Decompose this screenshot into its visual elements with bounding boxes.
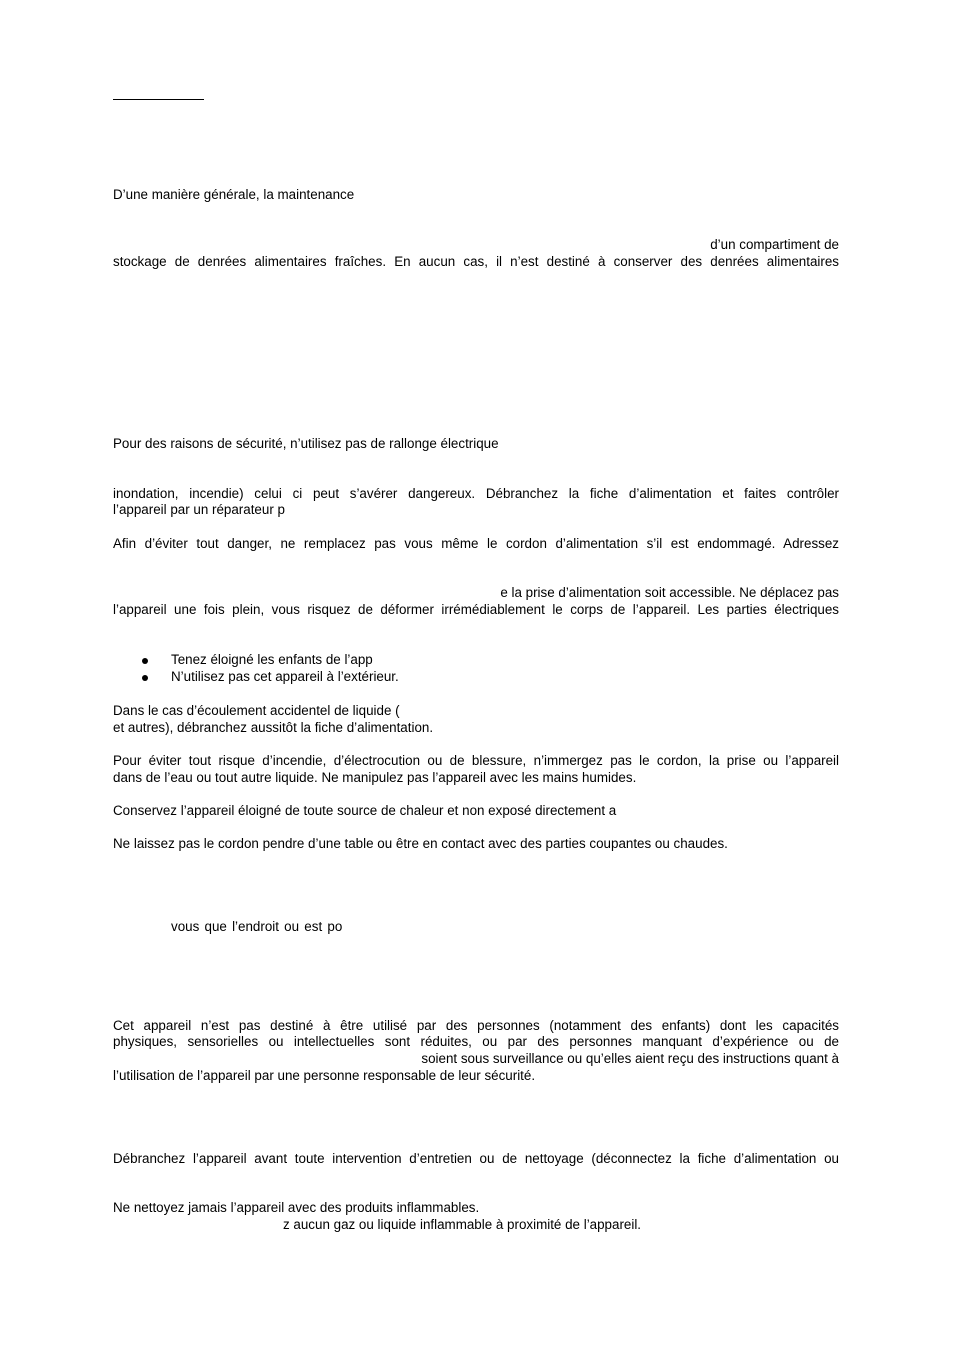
- text-line: dans de l’eau ou tout autre liquide. Ne manipulez pas l’appareil avec les mains humides.: [113, 770, 637, 785]
- text-line: Afin d’éviter tout danger, ne remplacez pas vous même le cordon d’alimentation s’il est endommagé. Adressez: [113, 536, 839, 551]
- heading-underline: [113, 99, 204, 100]
- text-line: et autres), débranchez aussitôt la fiche d’alimentation.: [113, 720, 434, 735]
- bullet-item: Tenez éloigné les enfants de l’app: [171, 652, 373, 667]
- text-line: physiques, sensorielles ou intellectuelles sont réduites, ou par des personnes manquant d’expérience ou de: [113, 1034, 839, 1049]
- text-line: l’utilisation de l’appareil par une personne responsable de leur sécurité.: [113, 1068, 536, 1083]
- text-line: stockage de denrées alimentaires fraîches. En aucun cas, il n’est destiné à conserver des denrées alimentaires: [113, 254, 839, 269]
- bullet-icon: [142, 658, 148, 664]
- bullet-icon: [142, 675, 148, 681]
- text-line: l’appareil par un réparateur p: [113, 502, 285, 517]
- text-line: d’un compartiment de: [710, 237, 839, 252]
- text-line: vous que l’endroit ou est po: [171, 919, 343, 934]
- text-line: inondation, incendie) celui ci peut s’avérer dangereux. Débranchez la fiche d’alimentation et faites contrôler: [113, 486, 839, 501]
- text-line: Débranchez l’appareil avant toute intervention d’entretien ou de nettoyage (déconnectez la fiche d’alimentation ou: [113, 1151, 839, 1166]
- text-line: l’appareil une fois plein, vous risquez de déformer irrémédiablement le corps de l’appareil. Les parties électriques: [113, 602, 839, 617]
- text-line: Ne laissez pas le cordon pendre d’une table ou être en contact avec des parties coupantes ou chaudes.: [113, 836, 728, 851]
- text-line: Conservez l’appareil éloigné de toute source de chaleur et non exposé directement a: [113, 803, 617, 818]
- text-line: soient sous surveillance ou qu’elles aient reçu des instructions quant à: [421, 1051, 839, 1066]
- text-line: Cet appareil n’est pas destiné à être utilisé par des personnes (notamment des enfants) dont les capacités: [113, 1018, 839, 1033]
- text-line: e la prise d’alimentation soit accessible. Ne déplacez pas: [500, 585, 839, 600]
- bullet-item: N’utilisez pas cet appareil à l’extérieur.: [171, 669, 399, 684]
- text-line: Pour éviter tout risque d’incendie, d’électrocution ou de blessure, n’immergez pas le cordon, la prise ou l’appareil: [113, 753, 839, 768]
- text-line: Pour des raisons de sécurité, n’utilisez pas de rallonge électrique: [113, 436, 499, 451]
- text-line: Dans le cas d’écoulement accidentel de liquide (: [113, 703, 400, 718]
- text-line: Ne nettoyez jamais l’appareil avec des produits inflammables.: [113, 1200, 480, 1215]
- text-line: D’une manière générale, la maintenance: [113, 187, 355, 202]
- text-line: z aucun gaz ou liquide inflammable à proximité de l’appareil.: [283, 1217, 642, 1232]
